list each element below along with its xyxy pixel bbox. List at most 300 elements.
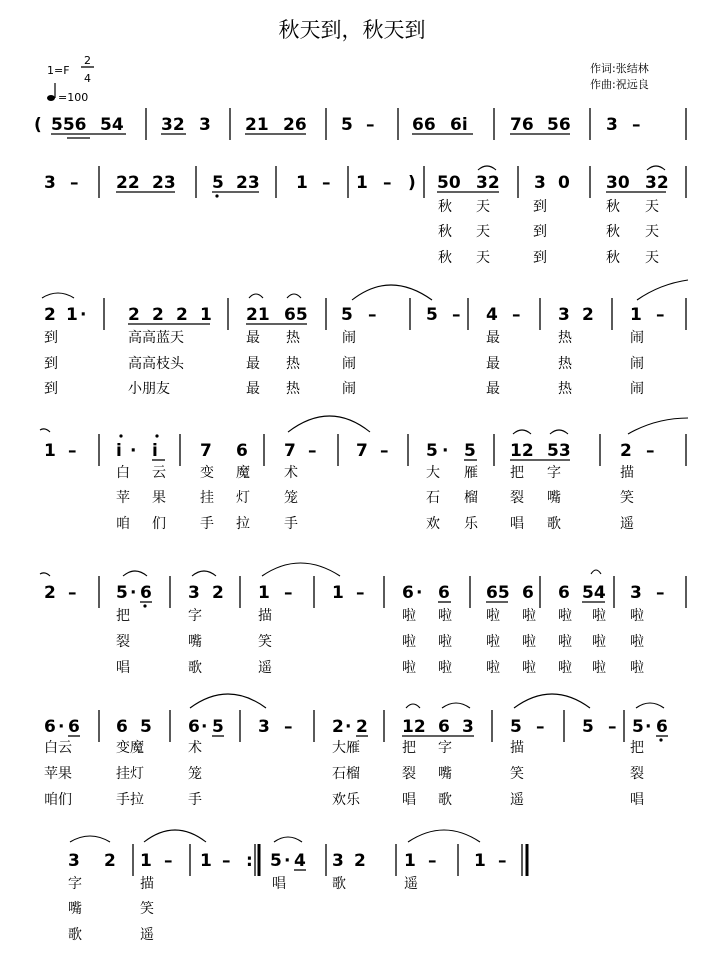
lyric: 啦 [630,634,644,650]
lyric: 啦 [522,660,536,676]
lyric: 闹 [342,356,356,372]
note: 1 [332,583,344,603]
lyric: 挂 [200,490,214,506]
note: – [656,305,665,325]
lyric: 秋 [438,199,452,215]
note: ) [408,173,416,193]
lyric: 到 [44,381,58,397]
note: 2 [356,717,368,737]
lyric: 手 [200,516,214,532]
lyric: 苹 [116,490,130,506]
lyric: 笼 [188,766,202,782]
note: 6 [116,717,128,737]
note: · [130,583,137,603]
note: – [428,851,437,871]
note: 23 [236,173,260,193]
lyric: 裂 [510,490,524,506]
note: · [80,305,87,325]
lyric: 描 [258,608,272,624]
lyric: 变魔 [116,740,144,756]
note: 7 [356,441,368,461]
note: – [284,583,293,603]
tie [42,293,74,298]
note: – [164,851,173,871]
note: 21 [245,115,269,135]
lyric: 歌 [332,876,346,892]
lyric: 闹 [342,330,356,346]
lyric: 们 [152,516,166,532]
lyric: 啦 [486,660,500,676]
note: – [383,173,392,193]
lyric: 大雁 [332,740,360,756]
note: 26 [283,115,307,135]
note: 1 [140,851,152,871]
lyric: 热 [286,356,300,372]
lyric: 笑 [620,490,634,506]
note: 21 [246,305,270,325]
lyric: 秋 [606,250,620,266]
lyric: 天 [476,199,490,215]
note: 3 [558,305,570,325]
note: 5 [341,115,353,135]
lyric: 乐 [464,516,478,532]
lyric: 最 [246,381,260,397]
note: 6 [188,717,200,737]
tempo-marking: =100 [58,91,89,104]
system-2 [44,166,686,266]
lyric: 裂 [116,634,130,650]
lyric: 啦 [630,608,644,624]
lyric: 嘴 [547,490,561,506]
note: · [416,583,423,603]
lyric: 嘴 [438,766,452,782]
system-5 [40,563,686,676]
lyric: 啦 [630,660,644,676]
tie [144,830,206,842]
note: 0 [558,173,570,193]
lyric: 啦 [438,608,452,624]
note: – [656,583,665,603]
note: 4 [294,851,306,871]
lyric: 唱 [510,516,524,532]
note: 2 [212,583,224,603]
lyric: 啦 [592,608,606,624]
note: 6 [44,717,56,737]
lyric: 笑 [140,901,154,917]
lyric: 拉 [236,516,250,532]
lyric: 秋 [606,224,620,240]
lyric: 苹果 [44,766,72,782]
lyric: 秋 [438,224,452,240]
note: – [356,583,365,603]
note: 5 [212,173,224,193]
note: 5 [270,851,282,871]
lyric: 啦 [558,608,572,624]
lyric: 最 [486,356,500,372]
lyric: 榴 [464,490,478,506]
lyric: 遥 [620,516,634,532]
tie [274,837,302,842]
lyric: 欢 [426,516,440,532]
note: 1 [296,173,308,193]
note: 76 [510,115,534,135]
note: 3 [199,115,211,135]
note: 2 [582,305,594,325]
note: 3 [258,717,270,737]
lyric: 字 [68,876,82,892]
lyric: 到 [44,356,58,372]
lyric: 魔 [236,465,250,481]
note: – [322,173,331,193]
lyric: 欢乐 [332,792,360,808]
note: 6 [558,583,570,603]
tie [262,563,340,576]
note: – [632,115,641,135]
lyric: 最 [246,356,260,372]
note: 5 [426,305,438,325]
lyric: 裂 [402,766,416,782]
note: 12 [402,717,426,737]
lyric: 笑 [510,766,524,782]
lyric: 把 [630,740,644,756]
lyric: 热 [558,381,572,397]
note: 3 [630,583,642,603]
tie [513,430,531,434]
note: 30 [606,173,630,193]
lyric: 手 [188,792,202,808]
note: 2 [176,305,188,325]
note: 1 [66,305,78,325]
lyric: 啦 [522,634,536,650]
lyric: 把 [402,740,416,756]
note: ( [34,115,42,135]
lyric: 最 [486,381,500,397]
note: 2 [44,305,56,325]
low-octave-dot [215,194,218,197]
note: – [68,583,77,603]
lyric: 啦 [522,608,536,624]
note: – [452,305,461,325]
note: 5 [140,717,152,737]
lyric: 闹 [630,330,644,346]
lyric: 天 [645,224,659,240]
tie [287,294,301,298]
lyric: 天 [476,250,490,266]
lyric: 把 [116,608,130,624]
lyric: 把 [510,465,524,481]
lyric: 到 [533,250,547,266]
tie [190,694,266,708]
lyric: 闹 [630,356,644,372]
tie [514,694,590,708]
note: 6 [140,583,152,603]
note: 32 [161,115,185,135]
note: 32 [645,173,669,193]
note: 1 [200,851,212,871]
high-octave-dot [155,434,158,437]
low-octave-dot [659,738,662,741]
note: 5 [212,717,224,737]
tie [442,703,470,708]
note: 5 [464,441,476,461]
note: 3 [332,851,344,871]
lyric: 云 [152,465,166,481]
lyric: 遥 [140,927,154,943]
lyric: 字 [188,608,202,624]
key-signature: 1=F [47,64,70,77]
note: 2 [128,305,140,325]
note: 556 [51,115,87,135]
lyric: 啦 [486,608,500,624]
lyric: 高高枝头 [128,356,184,372]
lyric: 啦 [558,634,572,650]
lyric: 字 [547,465,561,481]
lyric: 啦 [558,660,572,676]
tie [70,836,110,842]
lyric: 笼 [284,490,298,506]
note: 23 [152,173,176,193]
note: – [380,441,389,461]
lyric: 裂 [630,766,644,782]
lyric: 遥 [258,660,272,676]
lyric: 遥 [510,792,524,808]
note: 2 [44,583,56,603]
tie [40,573,50,576]
lyric: 最 [486,330,500,346]
note: · [442,441,449,461]
note: 2 [152,305,164,325]
note: i [152,441,158,461]
lyric: 闹 [342,381,356,397]
note: 54 [582,583,606,603]
tie [478,166,496,170]
lyric: 唱 [630,792,644,808]
lyric: 到 [44,330,58,346]
note: – [608,717,617,737]
lyric: 笑 [258,634,272,650]
note: 5 [341,305,353,325]
note: · [58,717,65,737]
lyric: 嘴 [68,901,82,917]
quarter-note-icon [47,83,55,101]
lyric: 秋 [606,199,620,215]
lyric: 大 [426,465,440,481]
high-octave-dot [119,434,122,437]
lyric: 嘴 [188,634,202,650]
lyric: 热 [286,330,300,346]
note: 3 [188,583,200,603]
note: i [116,441,122,461]
note: : [246,851,253,871]
note: 32 [476,173,500,193]
lyric: 到 [533,199,547,215]
note: · [345,717,352,737]
lyric: 手 [284,516,298,532]
lyric: 天 [645,250,659,266]
note: 2 [332,717,344,737]
lyric: 字 [438,740,452,756]
lyric: 啦 [438,660,452,676]
note: 1 [200,305,212,325]
note: – [222,851,231,871]
lyric: 白 [116,465,130,481]
lyric: 啦 [486,634,500,650]
note: 7 [284,441,296,461]
note: 12 [510,441,534,461]
note: · [201,717,208,737]
lyric: 灯 [236,490,250,506]
lyric: 石榴 [332,766,360,782]
lyric: 歌 [547,516,561,532]
lyric: 果 [152,490,166,506]
lyric: 变 [200,465,214,481]
time-signature-denominator: 4 [84,72,91,85]
note: 6 [402,583,414,603]
note: 1 [356,173,368,193]
tie [288,416,370,432]
note: 1 [404,851,416,871]
note: – [284,717,293,737]
note: – [68,441,77,461]
lyric: 啦 [592,634,606,650]
note: 3 [606,115,618,135]
note: 65 [284,305,308,325]
lyric: 啦 [402,608,416,624]
lyric: 咱们 [44,792,72,808]
tie [647,166,665,170]
note: – [498,851,507,871]
system-6 [44,694,668,808]
note: · [284,851,291,871]
lyric: 遥 [404,876,418,892]
tie [192,571,216,576]
lyric: 歌 [188,660,202,676]
note: 3 [462,717,474,737]
lyric: 歌 [438,792,452,808]
note: 7 [200,441,212,461]
lyric: 描 [140,876,154,892]
low-octave-dot [143,604,146,607]
lyric: 白云 [44,740,72,756]
lyric: 秋 [438,250,452,266]
lyric: 小朋友 [128,381,170,397]
note: 5 [510,717,522,737]
tie [637,280,688,300]
note: 2 [354,851,366,871]
lyric: 描 [510,740,524,756]
lyric: 咱 [116,516,130,532]
lyric: 啦 [592,660,606,676]
note: – [308,441,317,461]
note: – [646,441,655,461]
note: 5 [426,441,438,461]
tie [591,570,601,574]
lyric: 手拉 [116,792,144,808]
tie [408,830,480,842]
note: 53 [547,441,571,461]
note: 3 [68,851,80,871]
tie [249,294,263,298]
note: 1 [44,441,56,461]
lyric: 啦 [438,634,452,650]
lyric: 术 [188,740,202,756]
lyric: 雁 [464,465,478,481]
lyric: 热 [286,381,300,397]
system-7 [68,830,527,943]
note: 3 [534,173,546,193]
note: – [368,305,377,325]
note: 22 [116,173,140,193]
note: – [536,717,545,737]
lyric: 唱 [402,792,416,808]
song-title: 秋天到，秋天到 [278,18,426,42]
note: 6 [438,717,450,737]
system-1 [34,108,686,140]
lyric: 最 [246,330,260,346]
lyric: 高高蓝天 [128,330,184,346]
lyric: 闹 [630,381,644,397]
lyric: 热 [558,356,572,372]
note: 2 [104,851,116,871]
note: 4 [486,305,498,325]
lyric: 天 [645,199,659,215]
lyric: 到 [533,224,547,240]
note: 54 [100,115,124,135]
note: – [366,115,375,135]
note: 66 [412,115,436,135]
lyric: 啦 [402,634,416,650]
note: 1 [258,583,270,603]
lyric: 热 [558,330,572,346]
note: – [70,173,79,193]
lyric: 唱 [272,876,286,892]
lyric: 歌 [68,927,82,943]
system-3 [42,280,688,397]
tie [352,285,432,300]
note: 6 [656,717,668,737]
note: 6i [450,115,468,135]
composer-credit: 作曲:祝远良 [590,78,649,91]
note: 5 [582,717,594,737]
lyricist-credit: 作词:张结林 [590,62,649,75]
lyric: 石 [426,490,440,506]
lyric: 术 [284,465,298,481]
note: 5 [632,717,644,737]
note: 3 [44,173,56,193]
note: 5 [116,583,128,603]
note: 6 [236,441,248,461]
tie [406,704,420,708]
system-4 [40,416,688,532]
note: – [512,305,521,325]
note: 6 [438,583,450,603]
lyric: 啦 [402,660,416,676]
tie [628,418,688,434]
note: 1 [630,305,642,325]
tie [123,571,147,576]
note: 1 [474,851,486,871]
note: 6 [522,583,534,603]
note: 65 [486,583,510,603]
time-signature-numerator: 2 [84,54,91,67]
note: 6 [68,717,80,737]
lyric: 挂灯 [116,766,144,782]
tie [550,430,568,434]
lyric: 唱 [116,660,130,676]
note: 2 [620,441,632,461]
note: · [645,717,652,737]
note: 56 [547,115,571,135]
